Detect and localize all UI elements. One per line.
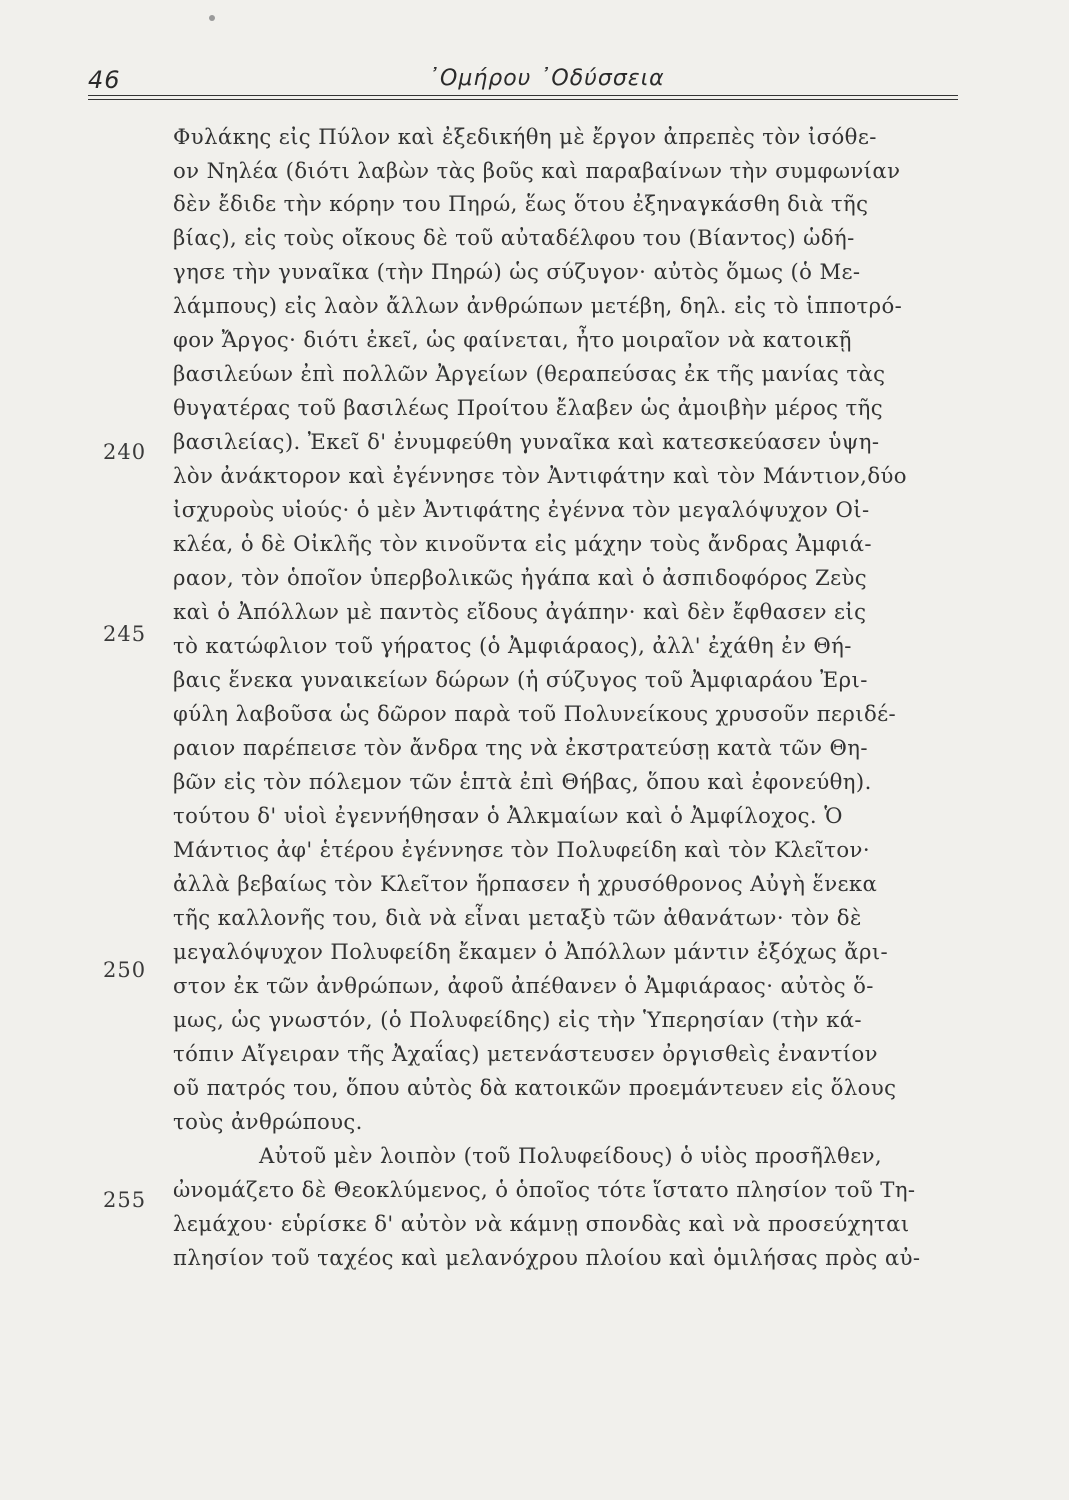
text-line: μως, ὡς γνωστόν, (ὁ Πολυφείδης) εἰς τὴν Ὑπερησίαν (τὴν κά- bbox=[173, 1007, 862, 1032]
text-line: ὠνομάζετο δὲ Θεοκλύμενος, ὁ ὁποῖος τότε ἵστατο πλησίον τοῦ Τη- bbox=[173, 1177, 916, 1202]
text-line: τὸ κατώφλιον τοῦ γήρατος (ὁ Ἀμφιάραος), ἀλλ' ἐχάθη ἐν Θή- bbox=[173, 633, 852, 658]
text-line: μεγαλόψυχον Πολυφείδη ἔκαμεν ὁ Ἀπόλλων μάντιν ἐξόχως ἄρι- bbox=[173, 939, 889, 964]
print-speck bbox=[209, 15, 215, 21]
text-line: ἰσχυροὺς υἱούς· ὁ μὲν Ἀντιφάτης ἐγέννα τὸν μεγαλόψυχον Οἰ- bbox=[173, 497, 870, 522]
page-number: 46 bbox=[88, 66, 121, 94]
text-line: οῦ πατρός του, ὅπου αὐτὸς δὰ κατοικῶν προεμάντευεν εἰς ὅλους bbox=[173, 1075, 897, 1100]
text-line: τόπιν Αἴγειραν τῆς Ἀχαΐας) μετενάστευσεν ὀργισθεὶς ἐναντίον bbox=[173, 1041, 878, 1066]
text-line: δὲν ἔδιδε τὴν κόρην του Πηρώ, ἕως ὅτου ἐξηναγκάσθη διὰ τῆς bbox=[173, 191, 869, 216]
text-line: τούτου δ' υἱοὶ ἐγεννήθησαν ὁ Ἀλκμαίων καὶ ὁ Ἀμφίλοχος. Ὁ bbox=[173, 803, 843, 828]
text-line: Αὐτοῦ μὲν λοιπὸν (τοῦ Πολυφείδους) ὁ υἱὸς προσῆλθεν, bbox=[259, 1143, 882, 1168]
line-number-245: 245 bbox=[103, 622, 147, 646]
text-line: βαις ἕνεκα γυναικείων δώρων (ἡ σύζυγος τοῦ Ἀμφιαράου Ἐρι- bbox=[173, 667, 868, 692]
text-line: καὶ ὁ Ἀπόλλων μὲ παντὸς εἴδους ἀγάπην· καὶ δὲν ἔφθασεν εἰς bbox=[173, 599, 867, 624]
text-line: πλησίον τοῦ ταχέος καὶ μελανόχρου πλοίου καὶ ὁμιλήσας πρὸς αὐ- bbox=[173, 1245, 921, 1270]
text-line: ον Νηλέα (διότι λαβὼν τὰς βοῦς καὶ παραβαίνων τὴν συμφωνίαν bbox=[173, 158, 901, 183]
text-line: λὸν ἀνάκτορον καὶ ἐγέννησε τὸν Ἀντιφάτην καὶ τὸν Μάντιον,δύο bbox=[173, 463, 907, 488]
text-line: θυγατέρας τοῦ βασιλέως Προίτου ἔλαβεν ὡς ἀμοιβὴν μέρος τῆς bbox=[173, 395, 884, 420]
header-rule-thin bbox=[88, 99, 958, 100]
text-line: Μάντιος ἀφ' ἑτέρου ἐγέννησε τὸν Πολυφείδη καὶ τὸν Κλεῖτον· bbox=[173, 837, 870, 862]
line-number-240: 240 bbox=[103, 440, 147, 464]
text-line: φύλη λαβοῦσα ὡς δῶρον παρὰ τοῦ Πολυνείκους χρυσοῦν περιδέ- bbox=[173, 701, 897, 726]
text-line: τοὺς ἀνθρώπους. bbox=[173, 1109, 363, 1134]
text-line: φον Ἄργος· διότι ἐκεῖ, ὡς φαίνεται, ἦτο μοιραῖον νὰ κατοικῇ bbox=[173, 327, 852, 352]
text-line: ἀλλὰ βεβαίως τὸν Κλεῖτον ἥρπασεν ἡ χρυσόθρονος Αὐγὴ ἕνεκα bbox=[173, 871, 878, 896]
line-number-250: 250 bbox=[103, 958, 147, 982]
header-rule bbox=[88, 95, 958, 96]
text-line: λάμπους) εἰς λαὸν ἄλλων ἀνθρώπων μετέβη, δηλ. εἰς τὸ ἱπποτρό- bbox=[173, 293, 903, 318]
text-line: λεμάχου· εὑρίσκε δ' αὐτὸν νὰ κάμνῃ σπονδὰς καὶ νὰ προσεύχηται bbox=[173, 1211, 910, 1236]
line-number-255: 255 bbox=[103, 1188, 147, 1212]
text-line: Φυλάκης εἰς Πύλον καὶ ἐξεδικήθη μὲ ἔργον ἀπρεπὲς τὸν ἰσόθε- bbox=[173, 124, 877, 149]
text-line: βίας), εἰς τοὺς οἴκους δὲ τοῦ αὐταδέλφου του (Βίαντος) ὡδή- bbox=[173, 225, 855, 250]
text-line: βασιλείας). Ἐκεῖ δ' ἐνυμφεύθη γυναῖκα καὶ κατεσκεύασεν ὑψη- bbox=[173, 429, 880, 454]
text-line: βασιλεύων ἐπὶ πολλῶν Ἀργείων (θεραπεύσας ἐκ τῆς μανίας τὰς bbox=[173, 361, 886, 386]
text-line: βῶν εἰς τὸν πόλεμον τῶν ἑπτὰ ἐπὶ Θήβας, ὅπου καὶ ἐφονεύθη). bbox=[173, 769, 872, 794]
text-line: ραιον παρέπεισε τὸν ἄνδρα της νὰ ἐκστρατεύσῃ κατὰ τῶν Θη- bbox=[173, 735, 868, 760]
running-title: ᾿Ομήρου ᾿Οδύσσεια bbox=[428, 66, 665, 91]
text-line: ραον, τὸν ὁποῖον ὑπερβολικῶς ἠγάπα καὶ ὁ ἀσπιδοφόρος Ζεὺς bbox=[173, 565, 868, 590]
text-line: κλέα, ὁ δὲ Οἰκλῆς τὸν κινοῦντα εἰς μάχην τοὺς ἄνδρας Ἀμφιά- bbox=[173, 531, 872, 556]
text-line: στον ἐκ τῶν ἀνθρώπων, ἀφοῦ ἀπέθανεν ὁ Ἀμφιάραος· αὐτὸς ὅ- bbox=[173, 973, 874, 998]
text-line: τῆς καλλονῆς του, διὰ νὰ εἶναι μεταξὺ τῶν ἀθανάτων· τὸν δὲ bbox=[173, 905, 862, 930]
text-line: γησε τὴν γυναῖκα (τὴν Πηρώ) ὡς σύζυγον· αὐτὸς ὅμως (ὁ Με- bbox=[173, 259, 861, 284]
